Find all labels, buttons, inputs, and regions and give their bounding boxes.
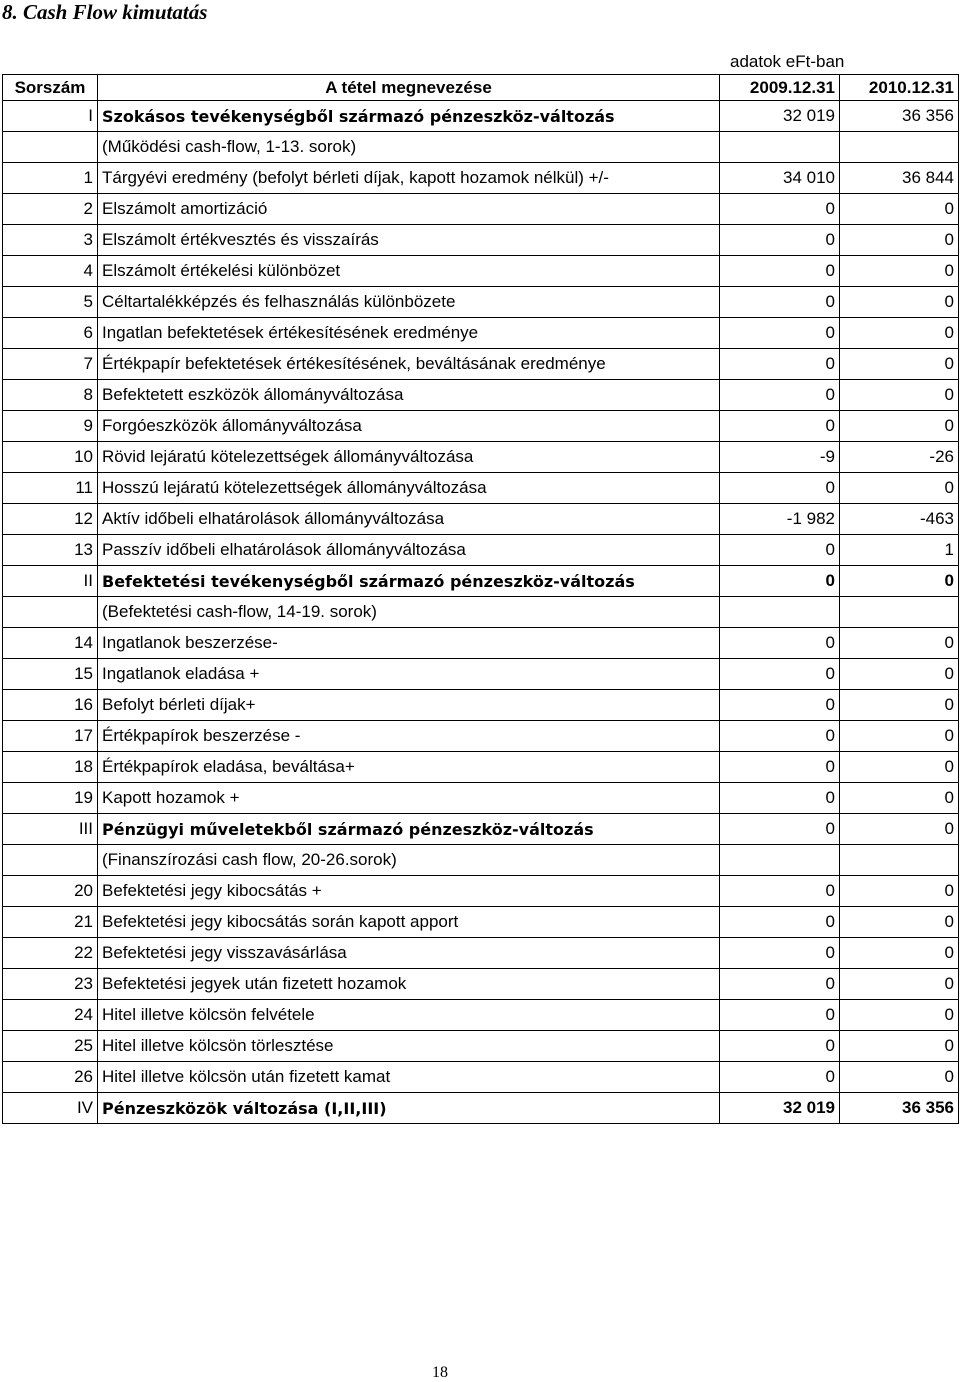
table-row xyxy=(3,876,959,907)
row-number: 9 xyxy=(3,411,98,442)
section-subtitle-row xyxy=(3,845,959,876)
row-name: Befolyt bérleti díjak+ xyxy=(98,690,720,721)
row-number: 8 xyxy=(3,380,98,411)
section-value-year1: 32 019 xyxy=(720,101,840,132)
row-value-year2: 0 xyxy=(840,690,959,721)
row-value-year1: 0 xyxy=(720,907,840,938)
total-value-year2: 36 356 xyxy=(840,1093,959,1124)
row-name: Értékpapír befektetések értékesítésének, beváltásának eredménye xyxy=(98,349,720,380)
row-number: 21 xyxy=(3,907,98,938)
table-row xyxy=(3,411,959,442)
table-row xyxy=(3,628,959,659)
row-value-year1: 0 xyxy=(720,318,840,349)
table-body xyxy=(3,101,959,1124)
row-value-year2: 0 xyxy=(840,256,959,287)
row-value-year2: 0 xyxy=(840,225,959,256)
row-number: 19 xyxy=(3,783,98,814)
row-number: 2 xyxy=(3,194,98,225)
row-number: 24 xyxy=(3,1000,98,1031)
section-subtitle: (Finanszírozási cash flow, 20-26.sorok) xyxy=(98,845,720,876)
row-value-year1: 0 xyxy=(720,411,840,442)
table-row xyxy=(3,969,959,1000)
row-number: 25 xyxy=(3,1031,98,1062)
row-value-year2: 0 xyxy=(840,721,959,752)
row-value-year1: -9 xyxy=(720,442,840,473)
section-number: II xyxy=(3,566,98,597)
section-subtitle-year1-cell xyxy=(720,597,840,628)
row-value-year2: 0 xyxy=(840,938,959,969)
row-number: 5 xyxy=(3,287,98,318)
section-subtitle-year2-cell xyxy=(840,597,959,628)
section-subtitle: (Befektetési cash-flow, 14-19. sorok) xyxy=(98,597,720,628)
table-row xyxy=(3,318,959,349)
row-value-year2: 0 xyxy=(840,349,959,380)
table-row xyxy=(3,907,959,938)
row-name: Hitel illetve kölcsön felvétele xyxy=(98,1000,720,1031)
row-value-year2: 0 xyxy=(840,411,959,442)
row-number: 18 xyxy=(3,752,98,783)
total-title: Pénzeszközök változása (I,II,III) xyxy=(98,1093,720,1124)
total-value-year1: 32 019 xyxy=(720,1093,840,1124)
row-value-year1: 0 xyxy=(720,783,840,814)
table-row xyxy=(3,752,959,783)
section-row xyxy=(3,566,959,597)
page-number: 18 xyxy=(432,1364,448,1381)
row-value-year1: 0 xyxy=(720,349,840,380)
row-value-year2: 0 xyxy=(840,194,959,225)
row-value-year1: 0 xyxy=(720,535,840,566)
row-value-year1: 34 010 xyxy=(720,163,840,194)
column-header-year1: 2009.12.31 xyxy=(720,75,840,101)
section-value-year2: 36 356 xyxy=(840,101,959,132)
row-name: Elszámolt értékelési különbözet xyxy=(98,256,720,287)
column-header-number: Sorszám xyxy=(3,75,98,101)
row-value-year2: 0 xyxy=(840,1031,959,1062)
table-row xyxy=(3,1031,959,1062)
cash-flow-table xyxy=(2,74,959,1124)
row-number: 13 xyxy=(3,535,98,566)
section-heading: 8. Cash Flow kimutatás xyxy=(2,0,208,24)
row-value-year2: 0 xyxy=(840,1062,959,1093)
row-value-year1: 0 xyxy=(720,752,840,783)
table-row xyxy=(3,1000,959,1031)
section-subtitle-year1-cell xyxy=(720,132,840,163)
row-value-year2: -463 xyxy=(840,504,959,535)
row-name: Forgóeszközök állományváltozása xyxy=(98,411,720,442)
row-name: Hitel illetve kölcsön után fizetett kamat xyxy=(98,1062,720,1093)
total-row xyxy=(3,1093,959,1124)
row-value-year1: 0 xyxy=(720,473,840,504)
section-subtitle: (Működési cash-flow, 1-13. sorok) xyxy=(98,132,720,163)
row-number: 20 xyxy=(3,876,98,907)
section-subtitle-year2-cell xyxy=(840,845,959,876)
row-number: 17 xyxy=(3,721,98,752)
row-value-year1: 0 xyxy=(720,969,840,1000)
table-row xyxy=(3,721,959,752)
table-row xyxy=(3,690,959,721)
row-name: Hitel illetve kölcsön törlesztése xyxy=(98,1031,720,1062)
row-value-year1: 0 xyxy=(720,256,840,287)
row-value-year1: 0 xyxy=(720,380,840,411)
row-name: Aktív időbeli elhatárolások állományváltozása xyxy=(98,504,720,535)
column-header-year2: 2010.12.31 xyxy=(840,75,959,101)
section-number: III xyxy=(3,814,98,845)
row-name: Ingatlanok beszerzése- xyxy=(98,628,720,659)
table-row xyxy=(3,535,959,566)
row-value-year2: 0 xyxy=(840,752,959,783)
row-number: 3 xyxy=(3,225,98,256)
unit-note: adatok eFt-ban xyxy=(730,52,845,71)
row-value-year1: 0 xyxy=(720,194,840,225)
row-value-year1: 0 xyxy=(720,1000,840,1031)
table-row xyxy=(3,659,959,690)
row-number: 23 xyxy=(3,969,98,1000)
section-row xyxy=(3,101,959,132)
row-number: 26 xyxy=(3,1062,98,1093)
row-name: Rövid lejáratú kötelezettségek állományváltozása xyxy=(98,442,720,473)
row-value-year1: 0 xyxy=(720,659,840,690)
section-row xyxy=(3,814,959,845)
row-value-year2: 0 xyxy=(840,628,959,659)
section-value-year2: 0 xyxy=(840,566,959,597)
row-number: 16 xyxy=(3,690,98,721)
row-name: Befektetett eszközök állományváltozása xyxy=(98,380,720,411)
row-value-year1: 0 xyxy=(720,876,840,907)
row-value-year1: 0 xyxy=(720,690,840,721)
section-title: Szokásos tevékenységből származó pénzeszköz-változás xyxy=(98,101,720,132)
row-value-year2: 0 xyxy=(840,783,959,814)
row-number: 1 xyxy=(3,163,98,194)
row-name: Passzív időbeli elhatárolások állományváltozása xyxy=(98,535,720,566)
row-number: 14 xyxy=(3,628,98,659)
table-row xyxy=(3,194,959,225)
row-value-year2: 0 xyxy=(840,287,959,318)
row-value-year1: 0 xyxy=(720,628,840,659)
row-name: Értékpapírok beszerzése - xyxy=(98,721,720,752)
section-value-year2: 0 xyxy=(840,814,959,845)
section-value-year1: 0 xyxy=(720,814,840,845)
section-subtitle-row xyxy=(3,597,959,628)
section-title: Pénzügyi műveletekből származó pénzeszköz-változás xyxy=(98,814,720,845)
column-header-name: A tétel megnevezése xyxy=(98,75,720,101)
table-row xyxy=(3,163,959,194)
row-value-year1: 0 xyxy=(720,938,840,969)
row-name: Értékpapírok eladása, beváltása+ xyxy=(98,752,720,783)
row-name: Befektetési jegyek után fizetett hozamok xyxy=(98,969,720,1000)
row-value-year2: 36 844 xyxy=(840,163,959,194)
row-name: Elszámolt amortizáció xyxy=(98,194,720,225)
section-subtitle-year1-cell xyxy=(720,845,840,876)
section-value-year1: 0 xyxy=(720,566,840,597)
row-value-year2: -26 xyxy=(840,442,959,473)
table-row xyxy=(3,287,959,318)
row-value-year1: 0 xyxy=(720,225,840,256)
row-value-year2: 0 xyxy=(840,318,959,349)
total-number: IV xyxy=(3,1093,98,1124)
row-name: Céltartalékképzés és felhasználás különbözete xyxy=(98,287,720,318)
row-value-year2: 0 xyxy=(840,876,959,907)
section-subtitle-number-cell xyxy=(3,132,98,163)
table-row xyxy=(3,1062,959,1093)
table-row xyxy=(3,380,959,411)
table-row xyxy=(3,473,959,504)
section-title: Befektetési tevékenységből származó pénzeszköz-változás xyxy=(98,566,720,597)
row-number: 11 xyxy=(3,473,98,504)
row-number: 7 xyxy=(3,349,98,380)
section-subtitle-year2-cell xyxy=(840,132,959,163)
row-value-year2: 0 xyxy=(840,473,959,504)
table-row xyxy=(3,256,959,287)
table-row xyxy=(3,349,959,380)
row-value-year2: 0 xyxy=(840,969,959,1000)
row-name: Kapott hozamok + xyxy=(98,783,720,814)
row-value-year1: 0 xyxy=(720,721,840,752)
row-name: Ingatlan befektetések értékesítésének eredménye xyxy=(98,318,720,349)
row-value-year1: -1 982 xyxy=(720,504,840,535)
row-value-year2: 1 xyxy=(840,535,959,566)
row-number: 12 xyxy=(3,504,98,535)
section-number: I xyxy=(3,101,98,132)
row-number: 22 xyxy=(3,938,98,969)
row-value-year2: 0 xyxy=(840,380,959,411)
row-name: Ingatlanok eladása + xyxy=(98,659,720,690)
table-row xyxy=(3,442,959,473)
row-value-year1: 0 xyxy=(720,287,840,318)
section-subtitle-number-cell xyxy=(3,845,98,876)
row-name: Befektetési jegy kibocsátás során kapott apport xyxy=(98,907,720,938)
table-row xyxy=(3,938,959,969)
row-number: 4 xyxy=(3,256,98,287)
table-row xyxy=(3,783,959,814)
row-name: Befektetési jegy kibocsátás + xyxy=(98,876,720,907)
row-value-year1: 0 xyxy=(720,1031,840,1062)
row-name: Befektetési jegy visszavásárlása xyxy=(98,938,720,969)
table-row xyxy=(3,225,959,256)
row-number: 6 xyxy=(3,318,98,349)
row-number: 15 xyxy=(3,659,98,690)
table-row xyxy=(3,504,959,535)
row-name: Hosszú lejáratú kötelezettségek állományváltozása xyxy=(98,473,720,504)
section-subtitle-row xyxy=(3,132,959,163)
row-value-year1: 0 xyxy=(720,1062,840,1093)
row-name: Elszámolt értékvesztés és visszaírás xyxy=(98,225,720,256)
row-number: 10 xyxy=(3,442,98,473)
row-value-year2: 0 xyxy=(840,659,959,690)
row-value-year2: 0 xyxy=(840,1000,959,1031)
row-name: Tárgyévi eredmény (befolyt bérleti díjak, kapott hozamok nélkül) +/- xyxy=(98,163,720,194)
section-subtitle-number-cell xyxy=(3,597,98,628)
row-value-year2: 0 xyxy=(840,907,959,938)
table-header-row xyxy=(3,75,959,101)
